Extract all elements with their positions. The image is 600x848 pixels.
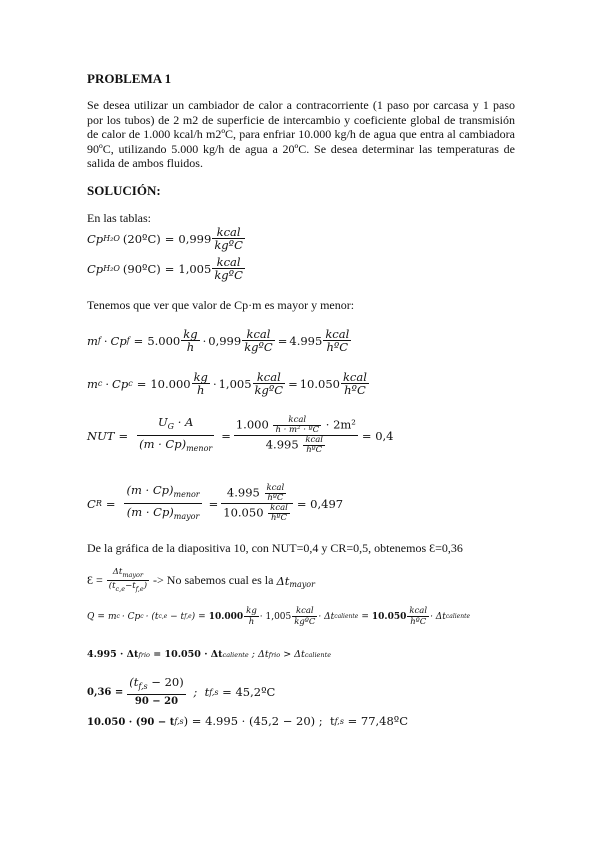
cp-90-equation: Cp H₂O (90ºC) = 1,005 $\frac{\text{kcal}}{\text{kgºC}}$ <box>87 255 243 282</box>
graph-text: De la gráfica de la diapositiva 10, con NUT=0,4 y CR=0,5, obtenemos Ɛ=0,36 <box>87 541 463 555</box>
cp-20-equation: Cp H₂O (20ºC) = 0,999 $\frac{\text{kcal}}{\text{kgºC}}$ <box>87 225 243 252</box>
cr-equation: C R = $\frac{(m \cdot Cp)_{menor}}{(m \cdot Cp)_{mayor}}$ = 4.995 $\frac{\text{kcal}}{\text{hºC}}$ 10.050 $\frac{\text{kcal}}{\text{hºC}}$ = 0,497 <box>87 483 344 523</box>
epsilon-definition: Ɛ = $\frac{\Delta t_{mayor}}{(t_{c,e}-t_{f,e})}$ -> No sabemos cual es la Δt $_{mayor}$ <box>87 567 315 593</box>
delta-t-relation: 4.995 · Δt frio = 10.050 · Δt caliente ; Δt frio > Δt caliente <box>87 649 332 660</box>
q-equation: Q = m c · Cp c · (t c,e − t f,e ) = 10.000 $\frac{kg}{h}$ · 1,005 $\frac{\text{kcal}}{\text{kgºC}}$ · Δt caliente = 10.050 $\frac{\text{kcal}}{\text{hºC}}$ · Δt caliente <box>87 606 471 627</box>
mc-equation: m c · Cp c = 10.000 $\frac{kg}{h}$ · 1,005 $\frac{\text{kcal}}{\text{kgºC}}$ = 10.050 $\frac{\text{kcal}}{\text{hºC}}$ <box>87 370 367 397</box>
tables-intro: En las tablas: <box>87 211 151 225</box>
compare-text: Tenemos que ver que valor de Cp·m es mayor y menor: <box>87 298 355 312</box>
final-equation: 10.050 · (90 − t f,s ) = 4.995 · (45,2 − 20) ; t f,s = 77,48ºC <box>87 714 409 728</box>
nut-equation: NUT = $\frac{U_G \cdot A}{(m \cdot Cp)_{menor}}$ = 1.000 $\frac{\text{kcal}}{\text{h · m² · ºC}}$ · 2m² 4.995 $\frac{\text{kcal}}{\text{hºC}}$ = 0,4 <box>87 415 394 455</box>
efficiency-equation: 0,36 = $\frac{(t_{f,s} - 20)}{90 - 20}$ ; t f,s = 45,2ºC <box>87 675 276 707</box>
mf-equation: m f · Cp f = 5.000 $\frac{kg}{h}$ · 0,999 $\frac{\text{kcal}}{\text{kgºC}}$ = 4.995 $\frac{\text{kcal}}{\text{hºC}}$ <box>87 327 350 354</box>
problem-statement: Se desea utilizar un cambiador de calor a contracorriente (1 paso por carcasa y 1 paso por los tubos) de 2 m2 de superficie de intercambio y coeficiente global de transmisión de calor de 1.000 kcal/h m2ºC, para enfriar 10.000 kg/h de agua que entra al cambiadora 90ºC, utilizando 5.000 kg/h de agua a 20ºC. Se desea determinar las temperaturas de salida de ambos fluidos. <box>87 98 515 171</box>
problem-title: PROBLEMA 1 <box>87 71 172 86</box>
solution-heading: SOLUCIÓN: <box>87 183 161 198</box>
